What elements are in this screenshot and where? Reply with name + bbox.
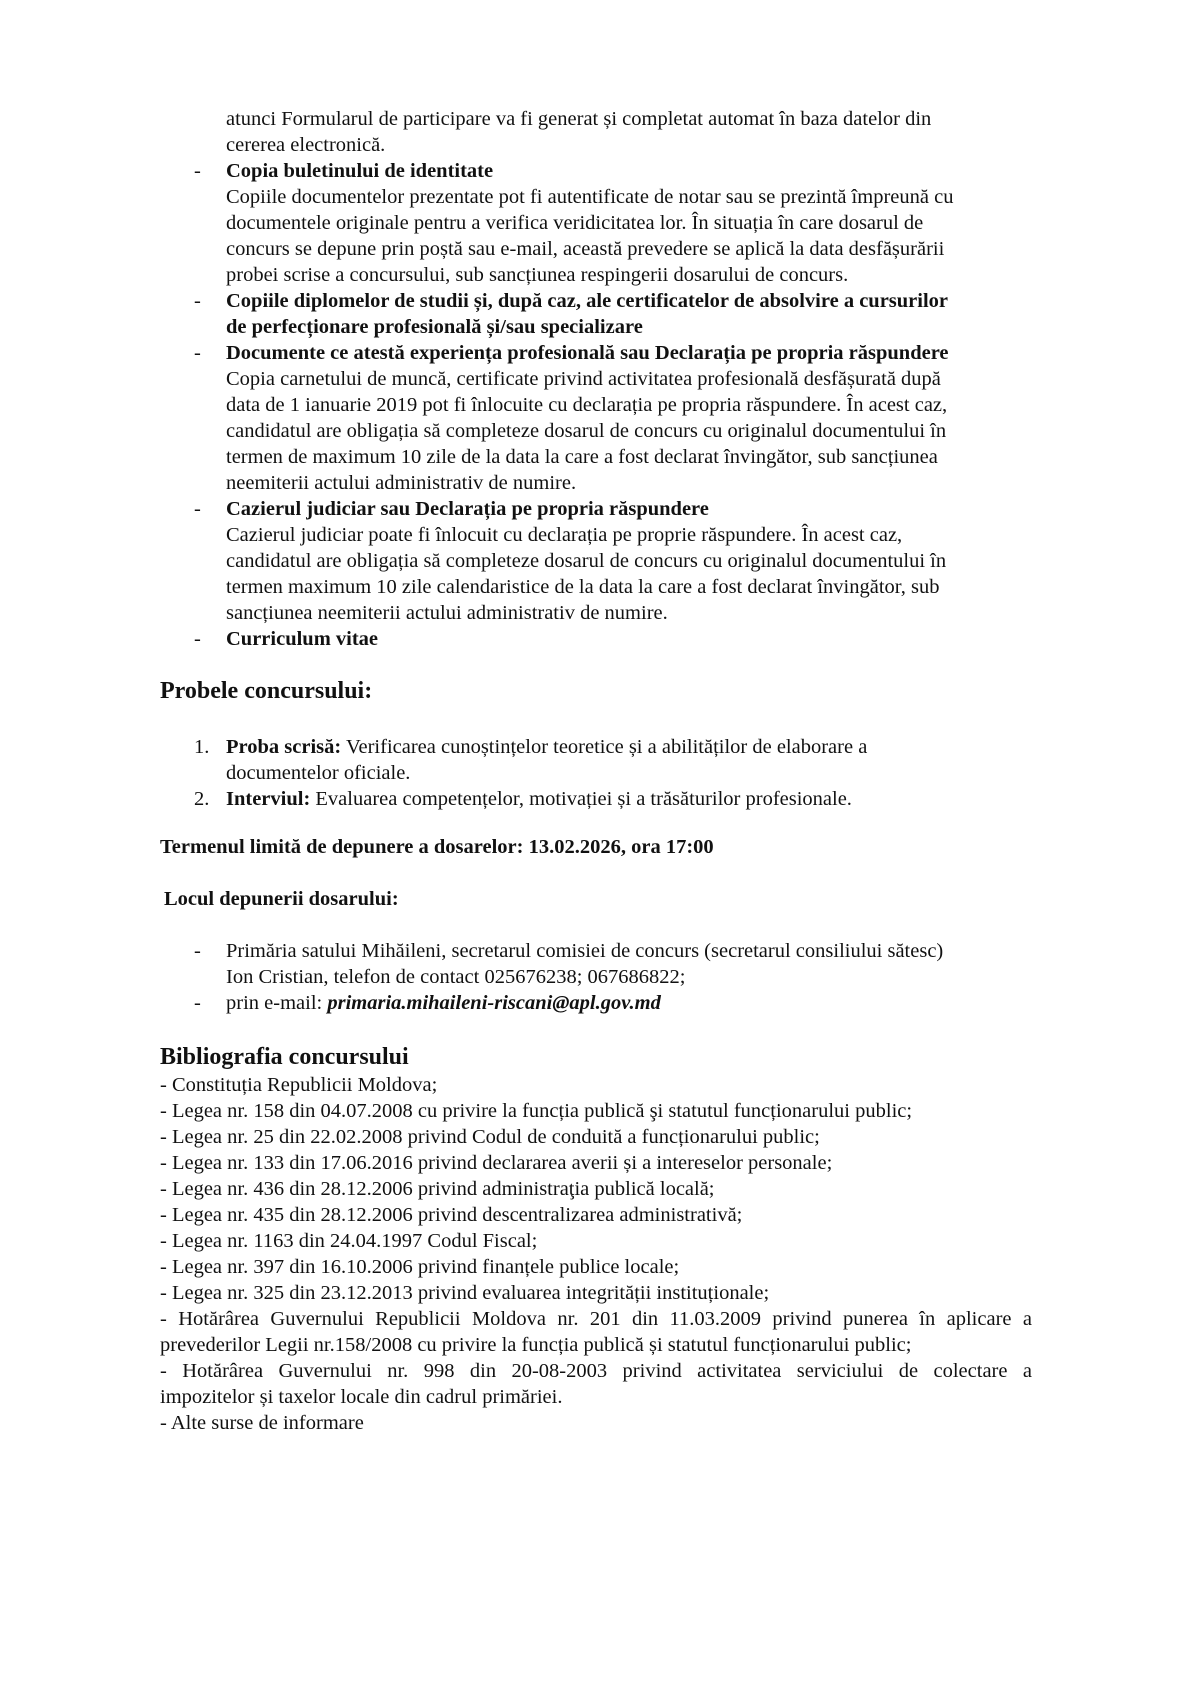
probe-text: Verificarea cunoștințelor teoretice și a abilităților de elaborare a — [341, 736, 868, 758]
bibliography-line: - Legea nr. 1163 din 24.04.1997 Codul Fiscal; — [160, 1230, 538, 1252]
location-heading: Locul depunerii dosarului: — [164, 888, 399, 910]
document-item-title: Curriculum vitae — [226, 628, 379, 650]
probe-text: documentelor oficiale. — [226, 762, 411, 784]
list-bullet: - — [194, 498, 201, 520]
list-bullet: - — [194, 342, 201, 364]
probe-label: Proba scrisă: — [226, 736, 342, 758]
document-item-title: de perfecționare profesională și/sau specializare — [226, 316, 643, 338]
bibliography-line: impozitelor și taxelor locale din cadrul primăriei. — [160, 1386, 563, 1408]
bibliography-line: prevederilor Legii nr.158/2008 cu privire la funcția publică și statutul funcționarului public; — [160, 1334, 912, 1356]
document-item-text: documentele originale pentru a verifica veridicitatea lor. În situația în care dosarul de — [226, 212, 924, 234]
document-item-text: probei scrise a concursului, sub sancțiunea respingerii dosarului de concurs. — [226, 264, 849, 286]
bibliography-line: - Legea nr. 436 din 28.12.2006 privind administraţia publică locală; — [160, 1178, 715, 1200]
document-item-text: sancțiunea neemiterii actului administrativ de numire. — [226, 602, 668, 624]
document-item-title: Copiile diplomelor de studii și, după caz, ale certificatelor de absolvire a cursurilor — [226, 290, 949, 312]
probe-number: 1. — [194, 736, 210, 758]
deadline-text: Termenul limită de depunere a dosarelor: 13.02.2026, ora 17:00 — [160, 836, 714, 858]
bibliography-line: - Constituția Republicii Moldova; — [160, 1074, 438, 1096]
document-item-text: concurs se depune prin poștă sau e-mail, această prevedere se aplică la data desfășurării — [226, 238, 945, 260]
email-prefix: prin e-mail: — [226, 992, 328, 1014]
bibliography-line: - Alte surse de informare — [160, 1412, 364, 1434]
document-item-text: candidatul are obligația să completeze dosarul de concurs cu originalul documentului în — [226, 550, 947, 572]
probe-text: Evaluarea competențelor, motivației și a trăsăturilor profesionale. — [310, 788, 852, 810]
probe-heading: Probele concursului: — [160, 678, 373, 704]
document-item-text: termen maximum 10 zile calendaristice de la data la care a fost declarat învingător, sub — [226, 576, 940, 598]
email-link[interactable]: primaria.mihaileni-riscani@apl.gov.md — [327, 992, 661, 1014]
intro-line: cererea electronică. — [226, 134, 386, 156]
document-item-text: data de 1 ianuarie 2019 pot fi înlocuite cu declarația pe propria răspundere. În acest caz, — [226, 394, 948, 416]
bibliography-heading: Bibliografia concursului — [160, 1044, 409, 1070]
document-item-title: Copia buletinului de identitate — [226, 160, 494, 182]
location-text: Ion Cristian, telefon de contact 025676238; 067686822; — [226, 966, 686, 988]
list-bullet: - — [194, 160, 201, 182]
bibliography-line: - Hotărârea Guvernului nr. 998 din 20-08-2003 privind activitatea serviciului de colectare a — [160, 1360, 1032, 1382]
list-bullet: - — [194, 992, 201, 1014]
bibliography-line: - Legea nr. 25 din 22.02.2008 privind Codul de conduită a funcționarului public; — [160, 1126, 820, 1148]
document-item-title: Cazierul judiciar sau Declarația pe propria răspundere — [226, 498, 709, 520]
document-item-title: Documente ce atestă experiența profesională sau Declarația pe propria răspundere — [226, 342, 949, 364]
document-item-text: Copia carnetului de muncă, certificate privind activitatea profesională desfășurată după — [226, 368, 941, 390]
list-bullet: - — [194, 290, 201, 312]
intro-line: atunci Formularul de participare va fi generat și completat automat în baza datelor din — [226, 108, 932, 130]
document-item-text: Copiile documentelor prezentate pot fi autentificate de notar sau se prezintă împreună cu — [226, 186, 954, 208]
list-bullet: - — [194, 628, 201, 650]
location-text: Primăria satului Mihăileni, secretarul comisiei de concurs (secretarul consiliului sătesc) — [226, 940, 944, 962]
document-item-text: candidatul are obligația să completeze dosarul de concurs cu originalul documentului în — [226, 420, 947, 442]
probe-label: Interviul: — [226, 788, 311, 810]
bibliography-line: - Legea nr. 158 din 04.07.2008 cu privire la funcția publică şi statutul funcționarului public; — [160, 1100, 913, 1122]
probe-item — [226, 734, 867, 760]
bibliography-line: - Legea nr. 325 din 23.12.2013 privind evaluarea integrității instituționale; — [160, 1282, 770, 1304]
bibliography-line: - Legea nr. 397 din 16.10.2006 privind finanțele publice locale; — [160, 1256, 680, 1278]
bibliography-line: - Legea nr. 133 din 17.06.2016 privind declararea averii și a intereselor personale; — [160, 1152, 833, 1174]
probe-number: 2. — [194, 788, 210, 810]
email-item — [226, 990, 661, 1016]
bibliography-line: - Hotărârea Guvernului Republicii Moldova nr. 201 din 11.03.2009 privind punerea în aplicare a — [160, 1308, 1032, 1330]
document-item-text: Cazierul judiciar poate fi înlocuit cu declarația pe proprie răspundere. În acest caz, — [226, 524, 903, 546]
bibliography-line: - Legea nr. 435 din 28.12.2006 privind descentralizarea administrativă; — [160, 1204, 743, 1226]
list-bullet: - — [194, 940, 201, 962]
document-item-text: neemiterii actului administrativ de numire. — [226, 472, 577, 494]
document-item-text: termen de maximum 10 zile de la data la care a fost declarat învingător, sub sancțiunea — [226, 446, 938, 468]
probe-item — [226, 786, 852, 812]
